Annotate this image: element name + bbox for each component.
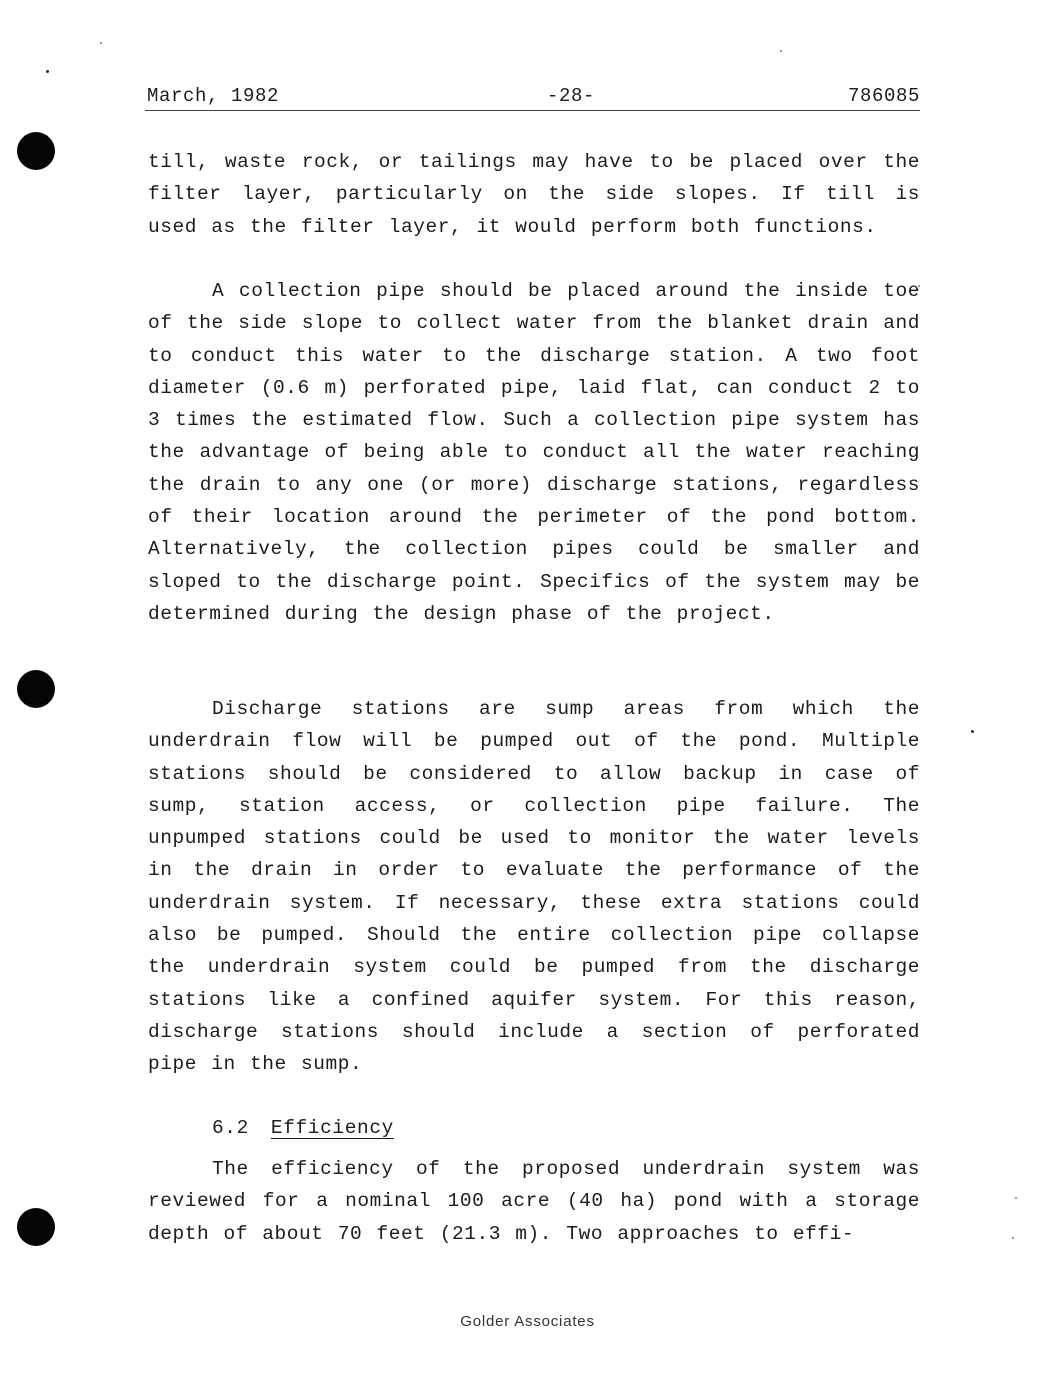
scan-speck: [1015, 1197, 1017, 1199]
header-document-number: 786085: [847, 85, 920, 107]
page-footer-company: Golder Associates: [460, 1313, 595, 1330]
scan-speck: [971, 730, 974, 733]
scan-speck: [780, 50, 782, 52]
section-heading: [212, 1113, 394, 1143]
header-page-number: -28-: [547, 85, 596, 107]
header-date: March, 1982: [147, 85, 280, 107]
section-number: 6.2: [212, 1117, 249, 1139]
punch-hole-icon: [17, 1208, 55, 1246]
paragraph-discharge-stations: Discharge stations are sump areas from which the underdrain flow will be pumped out of the pond. Multiple stations should be considered to allow backup in case of sump, station access, or collection pipe failure. The unpumped stations could be used to monitor the water levels in the drain in order to evaluate the performance of the underdrain system. If necessary, these extra stations could also be pumped. Should the entire collection pipe collapse the underdrain system could be pumped from the discharge stations like a confined aquifer system. For this reason, discharge stations should include a section of perforated pipe in the sump.: [148, 698, 920, 1076]
paragraph-efficiency: The efficiency of the proposed underdrain system was reviewed for a nominal 100 acre (40 ha) pond with a storage depth of about 70 feet (21.3 m). Two approaches to effi-: [148, 1158, 920, 1245]
punch-hole-icon: [17, 132, 55, 170]
punch-hole-icon: [17, 670, 55, 708]
scan-speck: [1012, 1237, 1014, 1239]
paragraph-filter-layer: till, waste rock, or tailings may have to be placed over the filter layer, particularly on the side slopes. If till is used as the filter layer, it would perform both functions.: [148, 151, 920, 238]
paragraph-collection-pipe: A collection pipe should be placed around the inside toe of the side slope to collect water from the blanket drain and to conduct this water to the discharge station. A two foot diameter (0.6 m) perforated pipe, laid flat, can conduct 2 to 3 times the estimated flow. Such a collection pipe system has the advantage of being able to conduct all the water reaching the drain to any one (or more) discharge stations, regardless of their location around the perimeter of the pond bottom. Alternatively, the collection pipes could be smaller and sloped to the discharge point. Specifics of the system may be determined during the design phase of the project.: [148, 280, 920, 625]
scan-speck: [46, 70, 49, 73]
header-divider: [145, 110, 920, 111]
scan-speck: [100, 42, 102, 44]
section-title: Efficiency: [270, 1117, 394, 1139]
